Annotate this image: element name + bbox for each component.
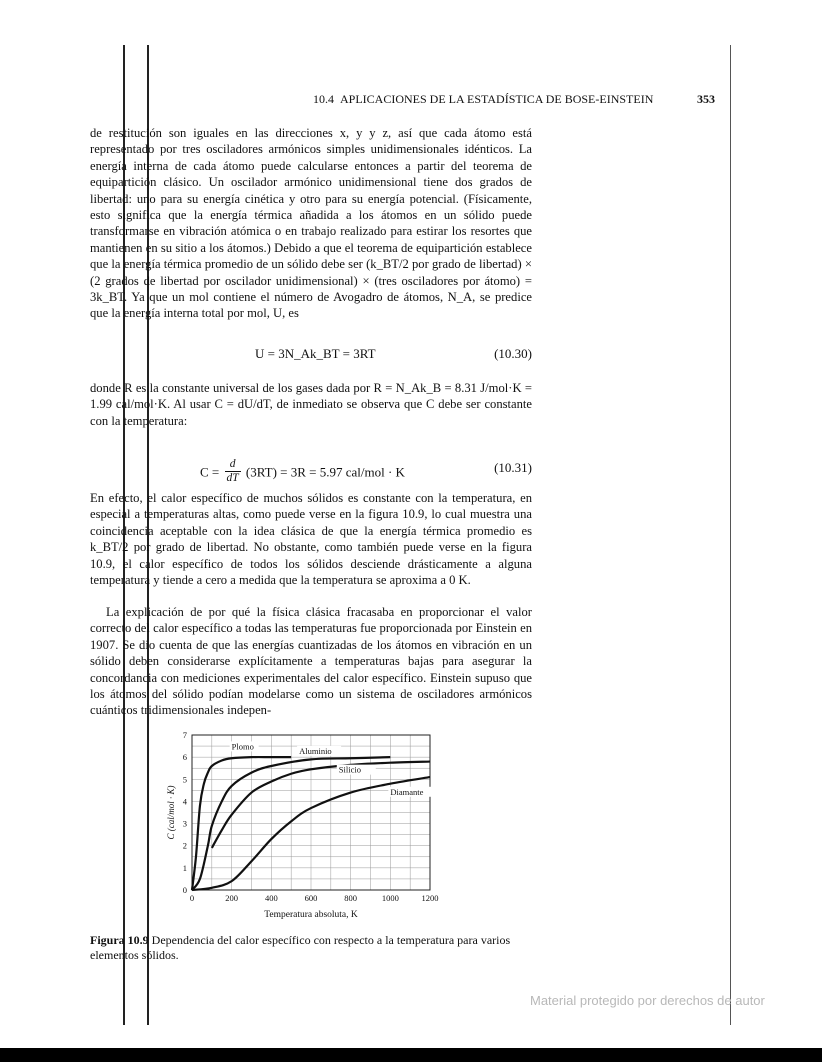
series-line-silicio [212,762,430,848]
curve-label-plomo: Plomo [231,741,254,752]
y-tick-label: 6 [182,752,187,763]
copyright-watermark: Material protegido por derechos de autor [530,993,765,1008]
y-tick-label: 2 [182,840,187,851]
section-number: 10.4 [313,92,334,106]
equation-10-31 [90,450,532,486]
y-tick-label: 0 [182,885,187,895]
figure-caption-text: Dependencia del calor específico con respecto a la temperatura para varios elementos sólidos. [90,933,511,962]
paragraph-4: La explicación de por qué la física clásica fracasaba en proporcionar el valor correcto del calor específico a todas las temperaturas fue proporcionada por Einstein en 1907. Se dio cuenta de que las energías cuantizadas de los átomos en vibración en un sólido deben considerarse explícitamente a temperaturas bajas para asegurar la concordancia con mediciones experimentales del calor específico. Einstein supuso que los átomos del sólido podían modelarse como un sistema de osciladores armónicos cuánticos tridimensionales indepen- [90,605,532,718]
section-title: APLICACIONES DE LA ESTADÍSTICA DE BOSE-EINSTEIN [340,92,654,106]
fraction-numerator: d [225,458,241,472]
paragraph-1: de restitución son iguales en las direcciones x, y y z, así que cada átomo está representado por tres osciladores armónicos simples unidimensionales idénticos. La energía interna de cada átomo puede calcularse entonces a partir del teorema de equipartición clásico. Un oscilador armónico unidimensional tiene dos grados de libertad: uno para su energía cinética y otro para su energía potencial. (Físicamente, esto significa que la energía térmica añadida a los átomos en un sólido puede transformarse en vibración atómica o en trabajo realizado para estirar los resortes que mantienen en su sitio a los átomos.) Debido a que el teorema de equipartición establece que la energía térmica promedio de un sólido debe ser (k_BT/2 por grado de libertad) × (2 grados de libertad por oscilador unidimensional) × (tres osciladores por átomo) = 3k_BT. Ya que un mol contiene el número de Avogadro de átomos, N_A, se predice que la energía interna total por mol, U, es [90,126,532,321]
figure-10-9-chart [160,727,480,927]
x-tick-label: 1200 [421,893,439,903]
curve-label-silicio: Silicio [338,764,361,775]
x-tick-label: 400 [264,893,278,903]
paragraph-2: donde R es la constante universal de los gases dada por R = N_Ak_B = 8.31 J/mol·K = 1.99 cal/mol·K. Al usar C = dU/dT, de inmediato se observa que C debe ser constante con la temperatura: [90,381,532,428]
equation-10-30 [90,344,532,366]
fraction-denominator: dT [226,472,239,484]
y-axis-label: C (cal/mol · K) [166,785,176,840]
x-tick-label: 200 [225,893,239,903]
x-axis-label: Temperatura absoluta, K [264,910,358,920]
equation-10-31-lhs: C = [200,464,220,480]
y-tick-label: 7 [182,730,187,740]
x-tick-label: 600 [304,893,318,903]
equation-10-31-text [200,460,405,487]
x-tick-label: 800 [344,893,358,903]
x-tick-label: 0 [189,893,195,903]
y-tick-label: 1 [182,862,187,873]
paragraph-3: En efecto, el calor específico de muchos sólidos es constante con la temperatura, en especial a temperaturas altas, como puede verse en la figura 10.9, lo cual muestra una coincidencia aceptable con la idea clásica de que la energía térmica promedio es k_BT/2 por grado de libertad. No obstante, como también puede verse en la figura 10.9, el calor específico de todos los sólidos desciende drásticamente a alguna temperatura y tiende a cero a medida que la temperatura se aproxima a 0 K. [90,491,532,588]
equation-10-31-number: (10.31) [494,460,532,475]
equation-10-30-number: (10.30) [494,346,532,361]
figure-caption [90,933,532,963]
y-tick-label: 3 [182,818,187,829]
y-tick-label: 5 [182,774,187,785]
curve-label-diamante: Diamante [390,786,424,797]
y-tick-label: 4 [182,796,187,807]
page-edge-line [730,45,731,1025]
equation-10-31-rhs: (3RT) = 3R = 5.97 cal/mol · K [245,464,405,480]
page-number: 353 [697,92,715,106]
figure-label: Figura 10.9 [90,933,149,947]
page-header [0,92,822,108]
curve-label-aluminio: Aluminio [299,745,332,756]
x-tick-label: 1000 [381,893,399,903]
derivative-fraction [225,458,241,485]
chart-svg [160,727,480,927]
equation-10-30-text: U = 3N_Ak_BT = 3RT [255,346,376,361]
bottom-bar [0,1048,822,1062]
